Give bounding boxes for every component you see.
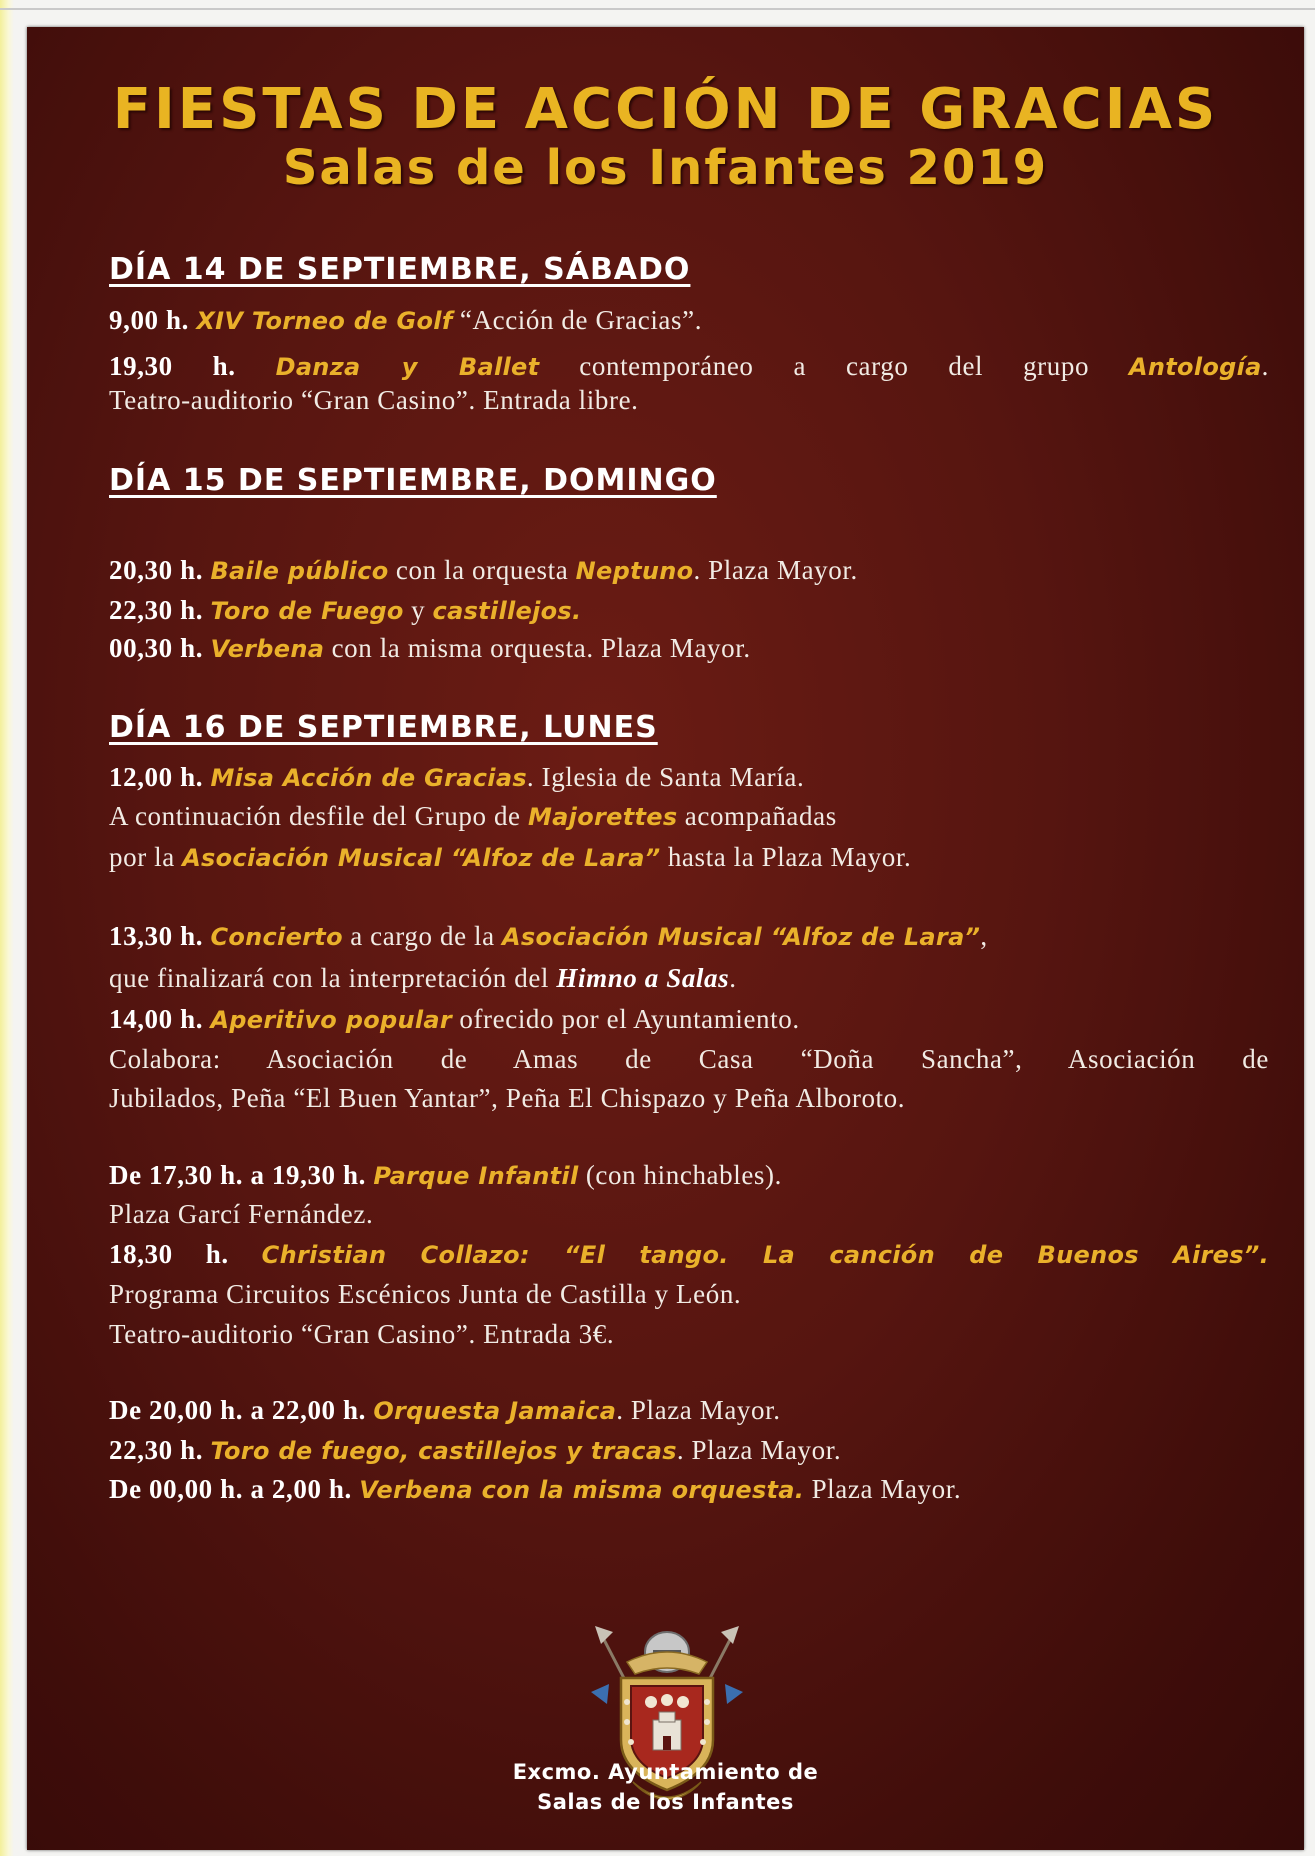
event-text: . Iglesia de Santa María. (526, 762, 805, 792)
event-highlight: Antología (1129, 353, 1262, 381)
event-line (109, 762, 1269, 793)
event-text: y (403, 595, 433, 625)
event-highlight: Baile público (210, 557, 389, 585)
event-text: . Plaza Mayor. (693, 555, 858, 585)
event-text: . (1261, 351, 1269, 381)
event-line (109, 1474, 1269, 1505)
event-text: hasta la Plaza Mayor. (660, 842, 912, 872)
event-line (109, 1395, 1269, 1426)
event-line (109, 595, 1269, 626)
event-highlight: XIV Torneo de Golf (196, 307, 453, 335)
event-time: De 20,00 h. a 22,00 h. (109, 1395, 366, 1425)
event-text: A continuación desfile del Grupo de (109, 801, 528, 831)
event-time: 12,00 h. (109, 762, 204, 792)
event-line: Teatro-auditorio “Gran Casino”. Entrada libre. (109, 385, 639, 415)
event-highlight: Danza y Ballet (275, 353, 540, 381)
event-time: 22,30 h. (109, 595, 204, 625)
event-highlight: Asociación Musical “Alfoz de Lara” (502, 923, 981, 951)
event-text: (con hinchables). (578, 1160, 782, 1190)
scan-top-line (0, 8, 1315, 10)
event-text: que finalizará con la interpretación del (109, 963, 557, 993)
event-highlight: Parque Infantil (373, 1162, 579, 1190)
event-text: a cargo de la (342, 921, 503, 951)
event-line (109, 351, 1269, 382)
event-text: Plaza Mayor. (804, 1474, 962, 1504)
event-highlight: castillejos. (432, 597, 582, 625)
poster (27, 27, 1304, 1850)
event-time: 9,00 h. (109, 305, 189, 335)
event-line: Colabora: Asociación de Amas de Casa “Doña Sancha”, Asociación de (109, 1044, 1269, 1074)
event-time: De 00,00 h. a 2,00 h. (109, 1474, 352, 1504)
event-time: 18,30 h. (109, 1239, 229, 1269)
event-line (109, 1004, 1269, 1035)
event-line (109, 963, 1269, 994)
event-time: 19,30 h. (109, 351, 236, 381)
event-highlight: Orquesta Jamaica (373, 1397, 617, 1425)
event-highlight: Neptuno (575, 557, 694, 585)
event-time: 22,30 h. (109, 1435, 204, 1465)
event-line (109, 555, 1269, 586)
event-text: . Plaza Mayor. (676, 1435, 842, 1465)
footer-institution-line1: Excmo. Ayuntamiento de (512, 1760, 819, 1784)
event-highlight: Toro de fuego, castillejos y tracas (210, 1437, 677, 1465)
event-highlight: Verbena (210, 635, 325, 663)
event-text: contemporáneo a cargo del grupo (539, 351, 1129, 381)
event-line: Jubilados, Peña “El Buen Yantar”, Peña El Chispazo y Peña Alboroto. (109, 1083, 906, 1113)
event-time: 00,30 h. (109, 633, 204, 663)
event-highlight: Verbena con la misma orquesta. (359, 1476, 805, 1504)
day-16-heading: DÍA 16 DE SEPTIEMBRE, LUNES (109, 710, 658, 745)
event-line (109, 842, 1269, 873)
event-text: acompañadas (677, 801, 837, 831)
event-text: con la misma orquesta. Plaza Mayor. (324, 633, 751, 663)
event-text: ofrecido por el Ayuntamiento. (452, 1004, 800, 1034)
day-15-heading: DÍA 15 DE SEPTIEMBRE, DOMINGO (109, 463, 717, 498)
event-highlight: Aperitivo popular (210, 1006, 453, 1034)
event-highlight: Majorettes (528, 803, 678, 831)
event-highlight: Concierto (210, 923, 343, 951)
event-time: 14,00 h. (109, 1004, 204, 1034)
poster-subtitle: Salas de los Infantes 2019 (282, 140, 1049, 196)
event-time: 13,30 h. (109, 921, 204, 951)
event-text: con la orquesta (388, 555, 576, 585)
event-text: . (729, 963, 737, 993)
event-line (109, 1435, 1269, 1466)
event-line: Teatro-auditorio “Gran Casino”. Entrada 3€. (109, 1319, 615, 1349)
event-text: . Plaza Mayor. (616, 1395, 781, 1425)
event-line (109, 801, 1269, 832)
event-line (109, 921, 1269, 952)
event-highlight: Toro de Fuego (210, 597, 404, 625)
event-line (109, 1239, 1269, 1270)
event-line (109, 305, 1269, 336)
footer-institution-line2: Salas de los Infantes (537, 1790, 794, 1814)
anthem-name: Himno a Salas (556, 963, 730, 993)
event-line (109, 1160, 1269, 1191)
event-text: , (980, 921, 988, 951)
poster-title: FIESTAS DE ACCIÓN DE GRACIAS (112, 77, 1219, 142)
scan-edge (0, 0, 14, 1856)
event-time: 20,30 h. (109, 555, 204, 585)
event-highlight: Asociación Musical “Alfoz de Lara” (182, 844, 661, 872)
event-highlight: Misa Acción de Gracias (210, 764, 527, 792)
event-highlight: Christian Collazo: “El tango. La canción de Buenos Aires”. (261, 1241, 1269, 1269)
event-text: “Acción de Gracias”. (452, 305, 703, 335)
event-line (109, 633, 1269, 664)
event-time: De 17,30 h. a 19,30 h. (109, 1160, 366, 1190)
event-text: por la (109, 842, 183, 872)
event-line: Plaza Garcí Fernández. (109, 1199, 374, 1229)
event-line: Programa Circuitos Escénicos Junta de Castilla y León. (109, 1279, 742, 1309)
day-14-heading: DÍA 14 DE SEPTIEMBRE, SÁBADO (109, 252, 691, 287)
